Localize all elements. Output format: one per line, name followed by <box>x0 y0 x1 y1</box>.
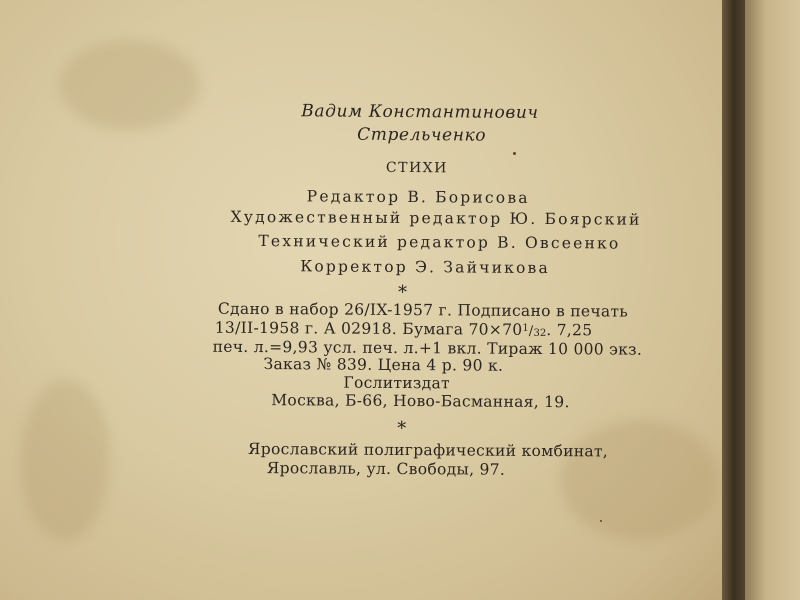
imprint-line-2: 13/II-1958 г. А 02918. Бумага $70\times 70^1/32$. 7,25 <box>214 318 593 340</box>
publisher-address: Москва, Б-66, Ново-Басманная, 19. <box>271 391 570 412</box>
imprint-line-4: Заказ № 839. Цена 4 р. 90 к. <box>263 355 504 375</box>
editor-line: Редактор В. Борисова <box>306 187 530 207</box>
paper-format-denominator: 32 <box>533 327 547 340</box>
separator-star: * <box>397 417 407 440</box>
imprint-line-2-end: . 7,25 <box>546 321 593 340</box>
author-surname: Стрельченко <box>357 124 487 146</box>
printer-name: Ярославский полиграфический комбинат, <box>247 439 609 461</box>
art-editor-line: Художественный редактор Ю. Боярский <box>230 207 642 229</box>
tech-editor-line: Технический редактор В. Овсеенко <box>258 232 621 253</box>
paper-speck <box>600 520 602 522</box>
imprint-line-3: печ. л.=9,93 усл. печ. л.+1 вкл. Тираж 10 000 экз. <box>212 337 643 359</box>
separator-star: * <box>397 281 408 304</box>
author-name: Вадим Константинович <box>301 101 539 123</box>
imprint-line-2-text: 13/II-1958 г. А 02918. Бумага 70×70 <box>214 318 523 339</box>
paper-speck <box>513 152 516 155</box>
proofreader-line: Корректор Э. Зайчикова <box>300 257 550 278</box>
publisher-name: Гослитиздат <box>343 373 450 393</box>
printer-address: Ярославль, ул. Свободы, 97. <box>266 459 506 479</box>
paper-format-numerator: 1 <box>522 322 529 334</box>
book-title: СТИХИ <box>385 159 448 177</box>
imprint-line-1: Сдано в набор 26/IX-1957 г. Подписано в печать <box>217 299 629 321</box>
